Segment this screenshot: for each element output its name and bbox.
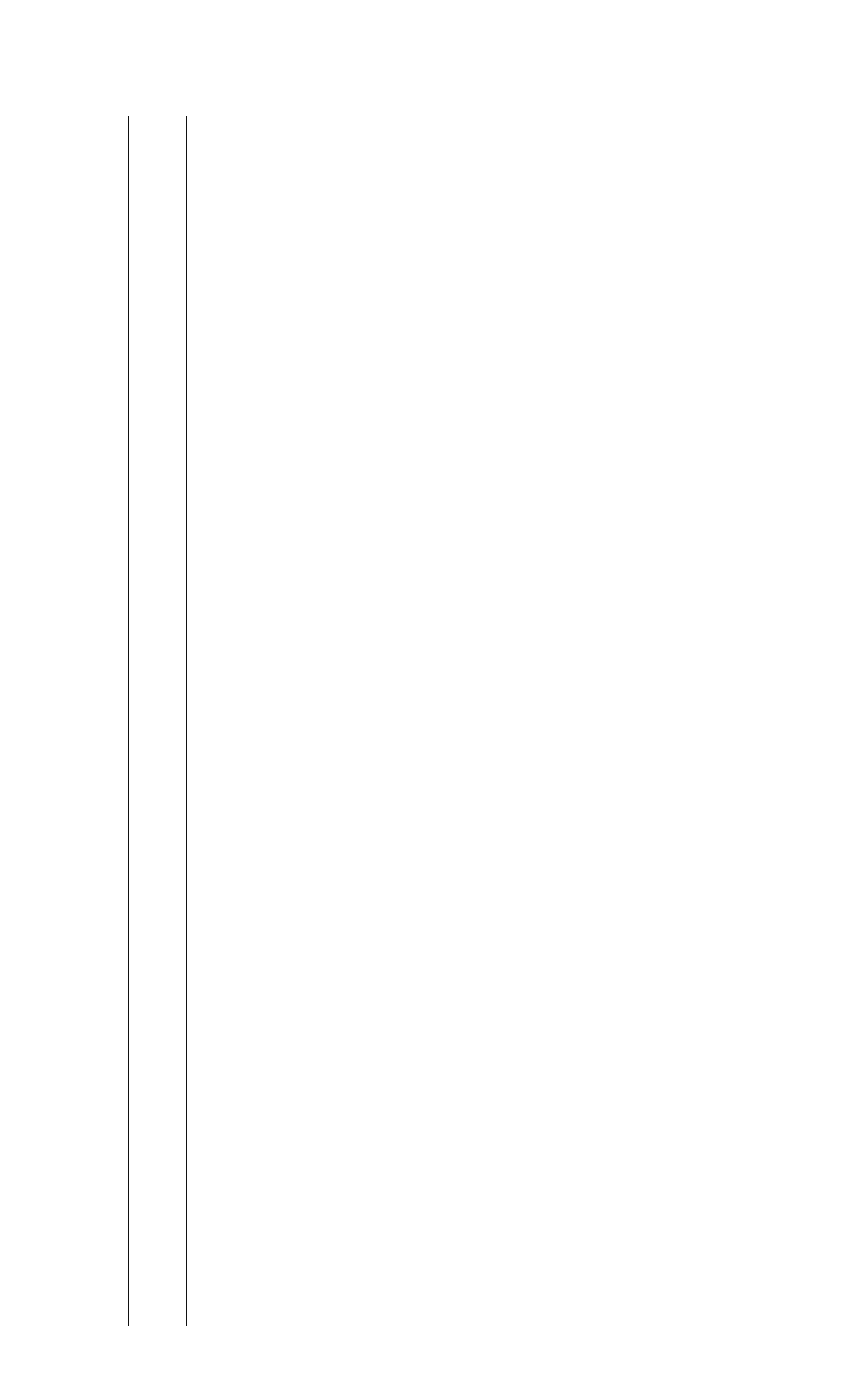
table-top-rule [128, 116, 129, 1326]
page-header [0, 58, 851, 92]
header-bottom-rule [186, 116, 187, 1326]
rotated-table [128, 116, 728, 1326]
table-caption [96, 256, 126, 1256]
